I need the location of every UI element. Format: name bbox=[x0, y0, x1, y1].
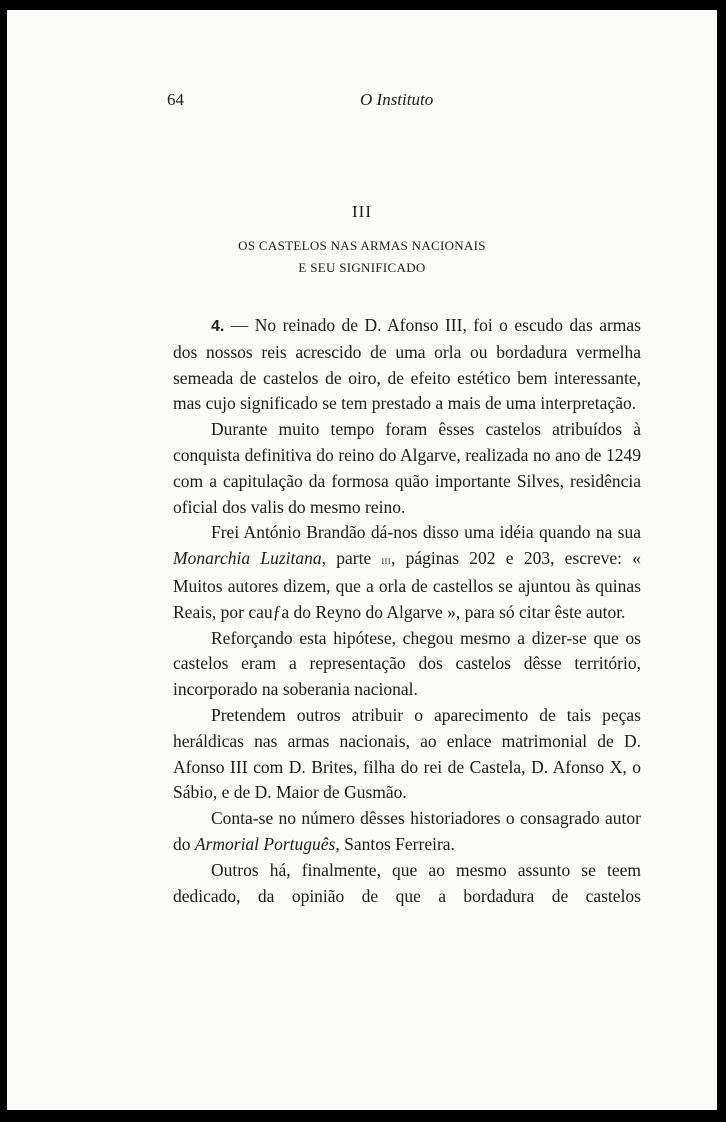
chapter-title-line-2: E SEU SIGNIFICADO bbox=[298, 260, 426, 275]
paragraph-1 bbox=[173, 313, 641, 417]
paragraph-5: Pretendem outros atribuir o aparecimento de tais peças heráldicas nas armas nacionais, ao enlace matrimonial de D. Afonso III com D. Brites, filha do rei de Castela, D. Afonso X, o Sábio, e de D. Maior de Gusmão. bbox=[173, 704, 641, 803]
paragraph-6 bbox=[173, 806, 641, 858]
paragraph-3-text-b: parte bbox=[326, 548, 382, 569]
running-title: O Instituto bbox=[360, 90, 434, 109]
running-head bbox=[7, 90, 717, 114]
paragraph-7: Outros há, finalmente, que ao mesmo assunto se teem dedicado, da opinião de que a bordadura de castelos bbox=[173, 859, 641, 906]
chapter-title bbox=[7, 235, 717, 279]
paragraph-1-text: — No reinado de D. Afonso III, foi o escudo das armas dos nossos reis acrescido de uma orla ou bordadura vermelha semeada de castelos de oiro, de efeito estético bem interessante, mas cujo significado se tem prestado a mais de uma interpretação. bbox=[173, 315, 641, 414]
chapter-number: III bbox=[352, 202, 372, 221]
book-title-armorial: Armorial Português, bbox=[194, 833, 340, 854]
book-title-monarchia: Monarchia Luzitana, bbox=[173, 548, 327, 569]
paragraph-3-text-a: Frei António Brandão dá-nos disso uma idéia quando na sua bbox=[211, 522, 641, 543]
roman-numeral: iii bbox=[381, 553, 391, 568]
paragraph-3 bbox=[173, 520, 641, 625]
paragraph-2: Durante muito tempo foram êsses castelos atribuídos à conquista definitiva do reino do Algarve, realizada no ano de 1249 com a capitulação da formosa quão importante Silves, residência oficial dos valis do mesmo reino. bbox=[173, 419, 641, 517]
book-page bbox=[7, 10, 717, 1110]
paragraph-3-text-c: , páginas 202 e 203, escreve: « Muitos autores dizem, que a orla de castellos se ajuntou às quinas Reais, por cauƒa do Reyno do Algarve », para só citar êste autor. bbox=[173, 548, 641, 622]
paragraph-4: Reforçando esta hipótese, chegou mesmo a dizer-se que os castelos eram a representação dos castelos dêsse território, incorporado na soberania nacional. bbox=[173, 627, 641, 700]
chapter-title-line-1: OS CASTELOS NAS ARMAS NACIONAIS bbox=[238, 238, 486, 253]
paragraph-6-text-a: Conta-se no número dêsses historiadores o consagrado autor do bbox=[173, 808, 641, 854]
paragraph-number: 4. bbox=[211, 318, 225, 335]
body-text bbox=[173, 313, 641, 909]
page-number: 64 bbox=[167, 90, 184, 109]
paragraph-6-text-b: Santos Ferreira. bbox=[339, 833, 455, 854]
